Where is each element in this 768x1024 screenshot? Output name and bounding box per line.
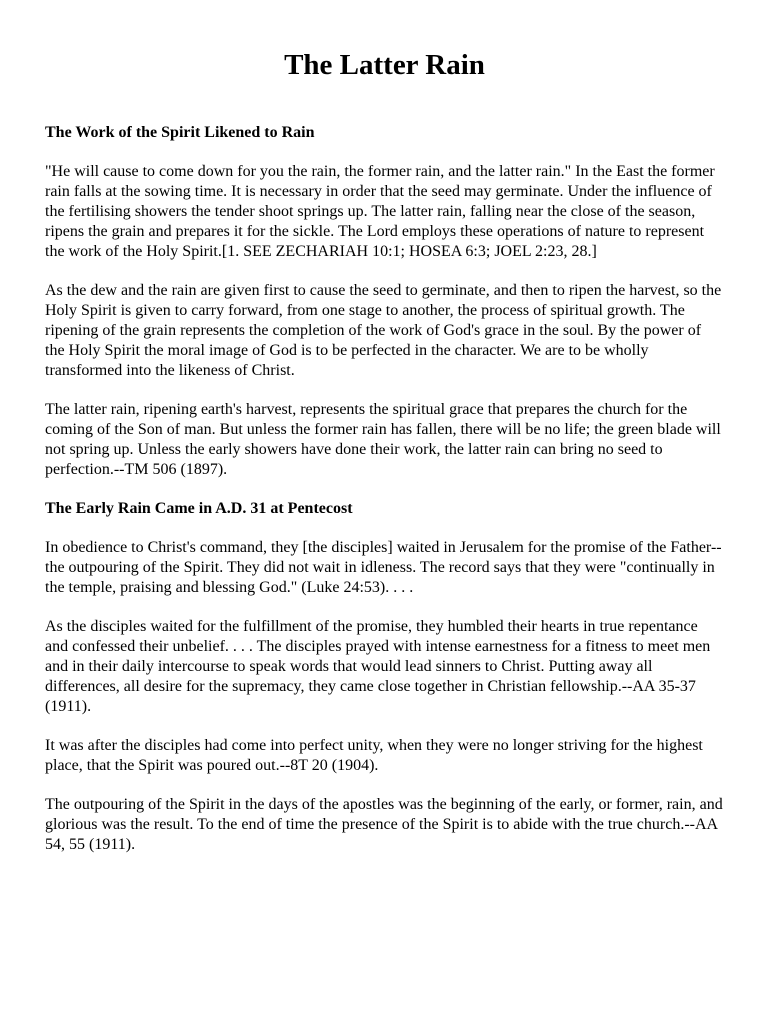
paragraph: As the dew and the rain are given first to cause the seed to germinate, and then to ripen the harvest, so the Holy Spirit is given to carry forward, from one stage to another, the process of spiritual growth. The ripening of the grain represents the completion of the work of God's grace in the soul. By the power of the Holy Spirit the moral image of God is to be perfected in the character. We are to be wholly transformed into the likeness of Christ. <box>45 282 722 379</box>
section-heading: The Work of the Spirit Likened to Rain <box>45 124 315 141</box>
section-heading: The Early Rain Came in A.D. 31 at Pentecost <box>45 500 353 517</box>
section-spirit-likened-to-rain <box>45 123 724 480</box>
section-early-rain-pentecost <box>45 499 724 855</box>
paragraph: The latter rain, ripening earth's harvest, represents the spiritual grace that prepares the church for the coming of the Son of man. But unless the former rain has fallen, there will be no life; the green blade will not spring up. Unless the early showers have done their work, the latter rain can bring no seed to perfection.--TM 506 (1897). <box>45 401 721 478</box>
paragraph: It was after the disciples had come into perfect unity, when they were no longer striving for the highest place, that the Spirit was poured out.--8T 20 (1904). <box>45 737 703 774</box>
document-title: The Latter Rain <box>284 49 485 81</box>
paragraph: In obedience to Christ's command, they [the disciples] waited in Jerusalem for the promise of the Father--the outpouring of the Spirit. They did not wait in idleness. The record says that they were "continually in the temple, praising and blessing God." (Luke 24:53). . . . <box>45 539 722 596</box>
paragraph: "He will cause to come down for you the rain, the former rain, and the latter rain." In the East the former rain falls at the sowing time. It is necessary in order that the seed may germinate. Under the influence of the fertilising showers the tender shoot springs up. The latter rain, falling near the close of the season, ripens the grain and prepares it for the sickle. The Lord employs these operations of nature to represent the work of the Holy Spirit.[1. SEE ZECHARIAH 10:1; HOSEA 6:3; JOEL 2:23, 28.] <box>45 163 715 260</box>
paragraph: The outpouring of the Spirit in the days of the apostles was the beginning of the early, or former, rain, and glorious was the result. To the end of time the presence of the Spirit is to abide with the true church.--AA 54, 55 (1911). <box>45 796 723 853</box>
paragraph: As the disciples waited for the fulfillment of the promise, they humbled their hearts in true repentance and confessed their unbelief. . . . The disciples prayed with intense earnestness for a fitness to meet men and in their daily intercourse to speak words that would lead sinners to Christ. Putting away all differences, all desire for the supremacy, they came close together in Christian fellowship.--AA 35-37 (1911). <box>45 618 711 715</box>
